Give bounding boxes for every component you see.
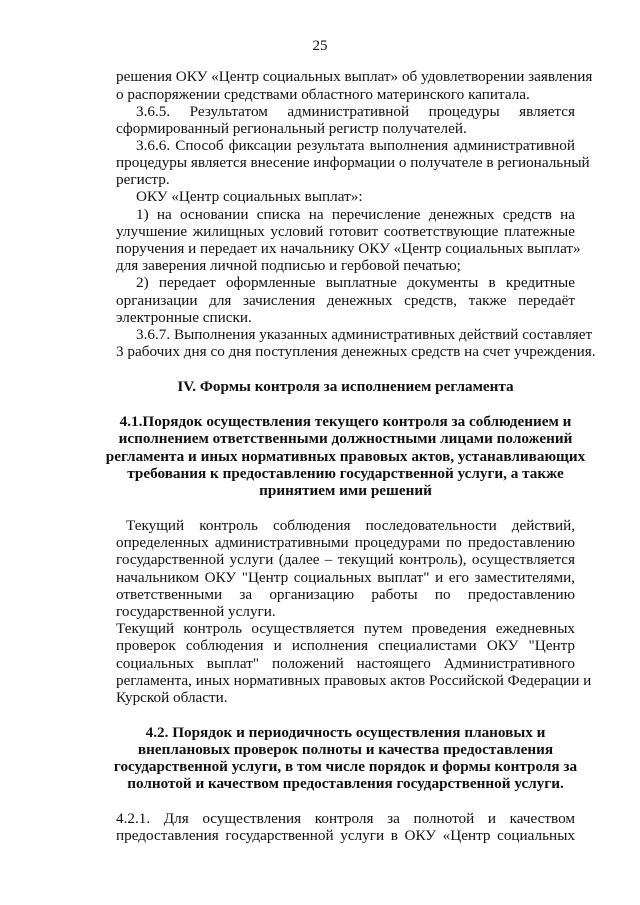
text-line: улучшение жилищных условий готовит соответствующие платежные — [116, 223, 575, 240]
text-line: проверок соблюдения и исполнения специалистами ОКУ "Центр — [116, 637, 575, 654]
text-line: процедуры является внесение информации о получателе в региональный — [116, 154, 590, 171]
text-line: ответственными за организацию работы по предоставлению — [116, 586, 575, 603]
section-heading-line: 4.1.Порядок осуществления текущего контроля за соблюдением и — [119, 413, 572, 430]
page-number: 25 — [312, 38, 328, 54]
text-line: организации для зачисления денежных средств, также передаёт — [116, 292, 575, 309]
text-line: государственной услуги (далее – текущий контроль), осуществляется — [116, 551, 575, 568]
text-line: регистр. — [116, 171, 170, 188]
text-line: решения ОКУ «Центр социальных выплат» об удовлетворении заявления — [116, 68, 593, 85]
text-line: электронные списки. — [116, 309, 252, 326]
text-line: для заверения личной подписью и гербовой печатью; — [116, 257, 461, 274]
section-heading-line: внеплановых проверок полноты и качества предоставления — [137, 741, 554, 758]
text-line: предоставления государственной услуги в ОКУ «Центр социальных — [116, 827, 575, 844]
text-line: поручения и передает их начальнику ОКУ «Центр социальных выплат» — [116, 240, 581, 257]
text-line: 1) на основании списка на перечисление денежных средств на — [136, 206, 575, 223]
section-heading-line: государственной услуги, в том числе порядок и формы контроля за — [113, 758, 578, 775]
text-line: 3.6.5. Результатом административной процедуры является — [136, 103, 575, 120]
section-heading-line: принятием ими решений — [259, 482, 432, 499]
text-line: регламента, иных нормативных правовых актов Российской Федерации и — [116, 672, 592, 689]
text-line: 3 рабочих дня со дня поступления денежных средств на счет учреждения. — [116, 343, 596, 360]
text-line: 3.6.6. Способ фиксации результата выполнения административной — [136, 137, 575, 154]
text-line: ОКУ «Центр социальных выплат»: — [136, 188, 363, 205]
text-line: Текущий контроль соблюдения последовательности действий, — [126, 517, 575, 534]
text-line: Текущий контроль осуществляется путем проведения ежедневных — [116, 620, 575, 637]
text-line: сформированный региональный регистр получателей. — [116, 120, 467, 137]
text-line: 4.2.1. Для осуществления контроля за полнотой и качеством — [116, 810, 575, 827]
text-line: 3.6.7. Выполнения указанных административных действий составляет — [136, 326, 593, 343]
text-line: Курской области. — [116, 689, 228, 706]
text-line: начальником ОКУ "Центр социальных выплат" и его заместителями, — [116, 569, 575, 586]
text-line: определенных административными процедурами по предоставлению — [116, 534, 575, 551]
section-heading-line: 4.2. Порядок и периодичность осуществления плановых и — [145, 724, 546, 741]
section-heading-line: полнотой и качеством предоставления государственной услуги. — [127, 775, 564, 792]
section-heading-line: регламента и иных нормативных правовых актов, устанавливающих — [105, 448, 586, 465]
text-line: социальных выплат" положений настоящего Административного — [116, 655, 575, 672]
text-line: 2) передает оформленные выплатные документы в кредитные — [136, 274, 575, 291]
text-line: о распоряжении средствами областного материнского капитала. — [116, 86, 530, 103]
section-heading-line: IV. Формы контроля за исполнением регламента — [177, 378, 514, 395]
text-line: государственной услуги. — [116, 603, 276, 620]
section-heading-line: исполнением ответственными должностными лицами положений — [118, 430, 573, 447]
section-heading-line: требования к предоставлению государственной услуги, а также — [127, 465, 564, 482]
